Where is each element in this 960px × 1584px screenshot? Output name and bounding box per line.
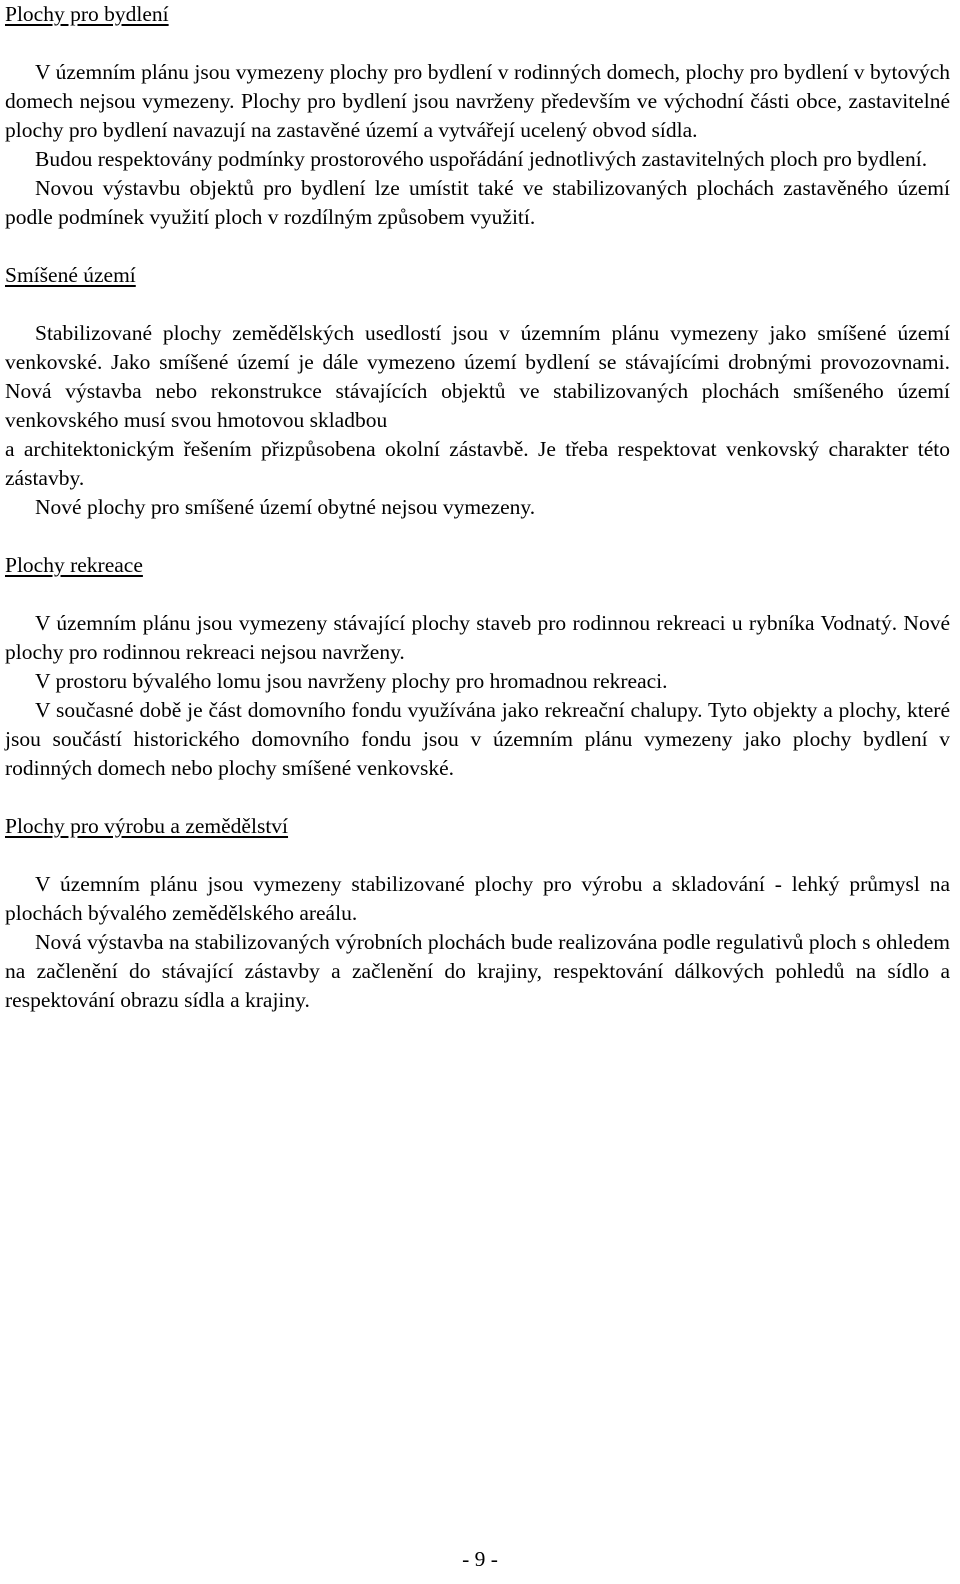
paragraph: Stabilizované plochy zemědělských usedlostí jsou v územním plánu vymezeny jako smíšené území venkovské. Jako smíšené území je dále vymezeno území bydlení se stávajícími drobnými provozovnami. Nová výstavba nebo rekonstrukce stávajících objektů ve stabilizovaných plochách smíšeného území venkovského musí svou hmotovou skladbou [5,321,950,432]
paragraph: V současné době je část domovního fondu využívána jako rekreační chalupy. Tyto objekty a plochy, které jsou součástí historického domovního fondu jsou v územním plánu vymezeny jako plochy bydlení v rodinných domech nebo plochy smíšené venkovské. [5,698,950,780]
section-heading-bydleni: Plochy pro bydlení [5,2,169,26]
paragraph: V územním plánu jsou vymezeny stávající plochy staveb pro rodinnou rekreaci u rybníka Vodnatý. Nové plochy pro rodinnou rekreaci nejsou navrženy. [5,611,950,664]
paragraph: V územním plánu jsou vymezeny plochy pro bydlení v rodinných domech, plochy pro bydlení v bytových domech nejsou vymezeny. Plochy pro bydlení jsou navrženy především ve východní části obce, zastavitelné plochy pro bydlení navazují na zastavěné území a vytvářejí ucelený obvod sídla. [5,60,950,142]
section-heading-rekreace: Plochy rekreace [5,553,143,577]
section-heading-smisene-uzemi: Smíšené území [5,263,136,287]
document-page [5,0,950,1015]
paragraph: Nové plochy pro smíšené území obytné nejsou vymezeny. [35,495,536,519]
paragraph: Budou respektovány podmínky prostorového uspořádání jednotlivých zastavitelných ploch pro bydlení. [35,147,928,171]
section-heading-vyroba: Plochy pro výrobu a zemědělství [5,814,289,838]
paragraph: Nová výstavba na stabilizovaných výrobních plochách bude realizována podle regulativů ploch s ohledem na začlenění do stávající zástavby a začlenění do krajiny, respektování dálkových pohledů na sídlo a respektování obrazu sídla a krajiny. [5,930,950,1012]
paragraph: V prostoru bývalého lomu jsou navrženy plochy pro hromadnou rekreaci. [35,669,668,693]
paragraph: V územním plánu jsou vymezeny stabilizované plochy pro výrobu a skladování - lehký průmysl na plochách bývalého zemědělského areálu. [5,872,950,925]
paragraph: a architektonickým řešením přizpůsobena okolní zástavbě. Je třeba respektovat venkovský charakter této zástavby. [5,437,950,490]
paragraph: Novou výstavbu objektů pro bydlení lze umístit také ve stabilizovaných plochách zastavěného území podle podmínek využití ploch v rozdílným způsobem využití. [5,176,950,229]
page-number: - 9 - [462,1547,498,1571]
